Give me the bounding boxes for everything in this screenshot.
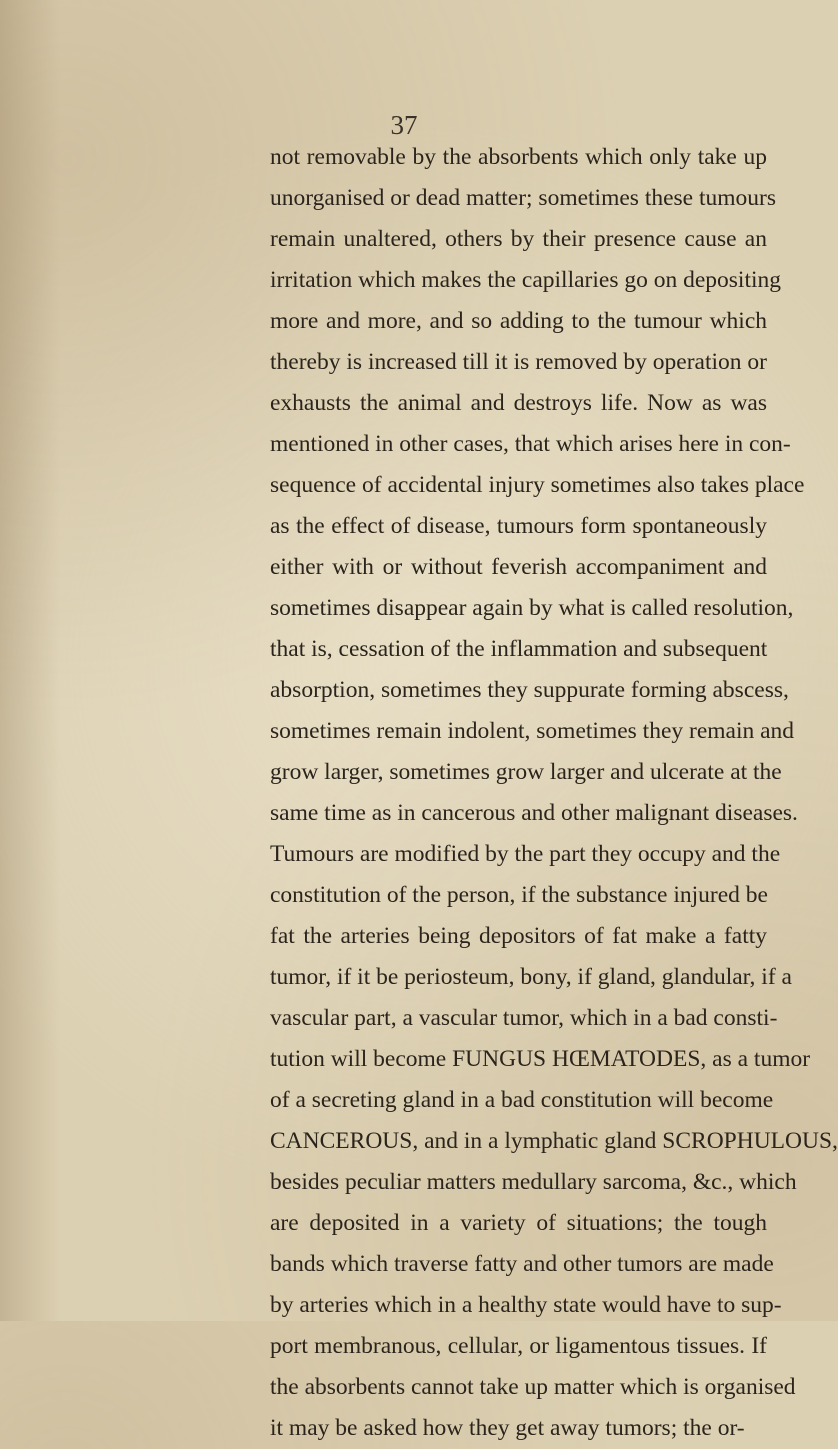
- text-line: sequence of accidental injury sometimes also takes place: [270, 472, 805, 498]
- text-line: more and more, and so adding to the tumour which: [270, 308, 767, 334]
- body-text: [270, 137, 838, 1449]
- page-number: 37: [390, 110, 418, 140]
- text-line: are deposited in a variety of situations; the tough: [270, 1210, 767, 1236]
- text-line: that is, cessation of the inflammation and subsequent: [270, 636, 768, 662]
- text-line: not removable by the absorbents which only take up: [270, 144, 767, 170]
- text-line: as the effect of disease, tumours form spontaneously: [270, 513, 767, 539]
- text-line: unorganised or dead matter; sometimes these tumours: [270, 185, 777, 211]
- text-line: tution will become FUNGUS HŒMATODES, as a tumor: [270, 1046, 811, 1072]
- page-edge-shadow: [0, 0, 60, 1321]
- text-line: Tumours are modified by the part they occupy and the: [270, 841, 781, 867]
- text-line: remain unaltered, others by their presence cause an: [270, 226, 767, 252]
- text-line: same time as in cancerous and other malignant diseases.: [270, 800, 798, 826]
- text-line: tumor, if it be periosteum, bony, if gland, glandular, if a: [270, 964, 792, 990]
- text-line: sometimes disappear again by what is called resolution,: [270, 595, 794, 621]
- text-line: absorption, sometimes they suppurate forming abscess,: [270, 677, 789, 703]
- text-line: by arteries which in a healthy state would have to sup-: [270, 1292, 782, 1318]
- text-line: bands which traverse fatty and other tumors are made: [270, 1251, 774, 1277]
- text-line: thereby is increased till it is removed by operation or: [270, 349, 767, 375]
- text-line: it may be asked how they get away tumors; the or-: [270, 1415, 745, 1441]
- text-line: CANCEROUS, and in a lymphatic gland SCROPHULOUS,: [270, 1128, 838, 1154]
- text-line: the absorbents cannot take up matter which is organised: [270, 1374, 796, 1400]
- text-line: grow larger, sometimes grow larger and ulcerate at the: [270, 759, 782, 785]
- text-line: vascular part, a vascular tumor, which in a bad consti-: [270, 1005, 778, 1031]
- text-line: fat the arteries being depositors of fat make a fatty: [270, 923, 767, 949]
- text-line: irritation which makes the capillaries go on depositing: [270, 267, 781, 293]
- text-line: either with or without feverish accompaniment and: [270, 554, 767, 580]
- text-line: port membranous, cellular, or ligamentous tissues. If: [270, 1333, 767, 1359]
- text-line: besides peculiar matters medullary sarcoma, &c., which: [270, 1169, 797, 1195]
- text-line: mentioned in other cases, that which arises here in con-: [270, 431, 791, 457]
- text-line: constitution of the person, if the substance injured be: [270, 882, 768, 908]
- text-line: exhausts the animal and destroys life. Now as was: [270, 390, 767, 416]
- text-line: of a secreting gland in a bad constitution will become: [270, 1087, 774, 1113]
- text-line: sometimes remain indolent, sometimes they remain and: [270, 718, 795, 744]
